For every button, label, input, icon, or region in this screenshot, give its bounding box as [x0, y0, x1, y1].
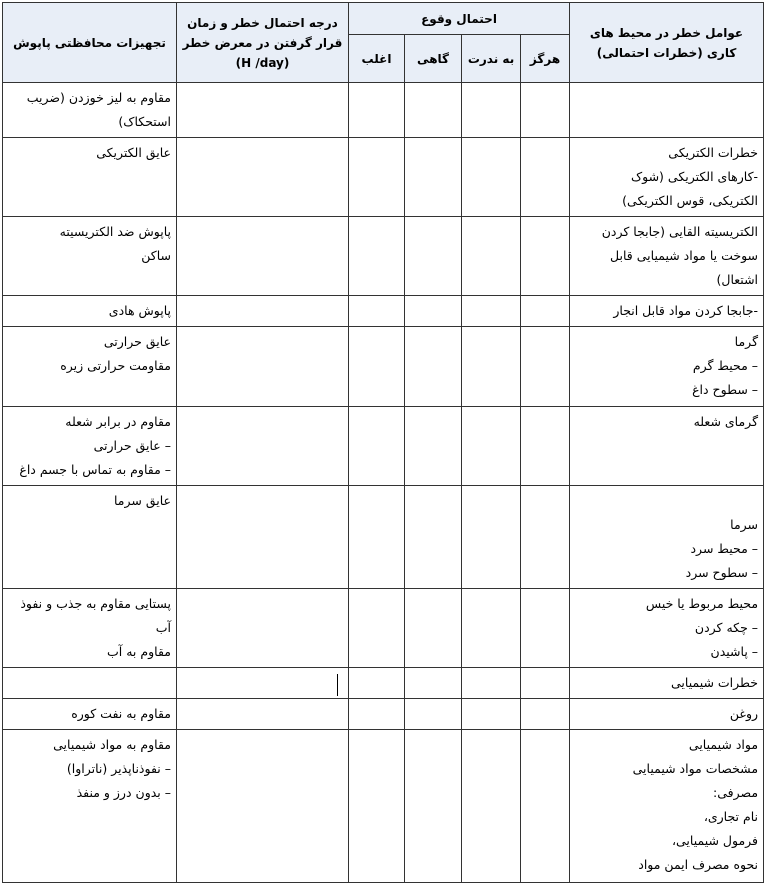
- cell-line: گرمای شعله: [693, 414, 759, 429]
- cell-line: مقاومت حرارتی زیره: [60, 358, 171, 373]
- sometimes-cell[interactable]: [405, 296, 462, 327]
- table-row: [3, 668, 764, 699]
- cell-line: نحوه مصرف ایمن مواد: [638, 857, 759, 872]
- cell-line: – عایق حرارتی: [93, 438, 171, 453]
- often-cell[interactable]: [349, 699, 405, 730]
- cell-line: خطرات شیمیایی: [670, 675, 759, 690]
- never-cell[interactable]: [521, 407, 570, 486]
- rarely-cell[interactable]: [462, 668, 521, 699]
- cell-line: نام تجاری،: [703, 809, 759, 824]
- equipment-cell[interactable]: [3, 296, 177, 327]
- cell-line: مقاوم به نفت کوره: [71, 706, 171, 721]
- hazard-cell[interactable]: [570, 699, 764, 730]
- table-row: [3, 486, 764, 589]
- exposure-cell[interactable]: [177, 296, 349, 327]
- rarely-cell[interactable]: [462, 83, 521, 138]
- cell-line: – مقاوم به تماس با جسم داغ: [19, 462, 171, 477]
- header-exposure-degree: [177, 3, 349, 83]
- often-cell[interactable]: [349, 668, 405, 699]
- never-cell[interactable]: [521, 296, 570, 327]
- cell-line: – محیط گرم: [692, 358, 759, 373]
- cell-line: – چکه کردن: [694, 620, 759, 635]
- cell-line: الکتریکی، قوس الکتریکی): [622, 193, 759, 208]
- rarely-cell[interactable]: [462, 589, 521, 668]
- equipment-cell[interactable]: [3, 138, 177, 217]
- equipment-cell[interactable]: [3, 407, 177, 486]
- rarely-cell[interactable]: [462, 486, 521, 589]
- cell-line: – سطوح سرد: [685, 565, 759, 580]
- header-probability: احتمال وقوع: [349, 3, 570, 35]
- rarely-cell[interactable]: [462, 327, 521, 407]
- rarely-cell[interactable]: [462, 296, 521, 327]
- header-protective-equipment: تجهیزات محافظتی پاپوش: [3, 3, 177, 83]
- often-cell[interactable]: [349, 486, 405, 589]
- equipment-cell[interactable]: [3, 668, 177, 699]
- cell-line: اشتعال): [716, 272, 759, 287]
- header-often: اغلب: [349, 35, 405, 83]
- cell-line: [575, 86, 758, 110]
- cell-line: عایق حرارتی: [103, 334, 171, 349]
- exposure-cell[interactable]: [177, 486, 349, 589]
- equipment-cell[interactable]: [3, 699, 177, 730]
- cell-line: [8, 671, 171, 695]
- often-cell[interactable]: [349, 407, 405, 486]
- often-cell[interactable]: [349, 296, 405, 327]
- equipment-cell[interactable]: [3, 83, 177, 138]
- cell-line: مقاوم به آب: [107, 644, 171, 659]
- equipment-cell[interactable]: [3, 217, 177, 296]
- cell-line: عایق الکتریکی: [96, 145, 171, 160]
- table-row: [3, 589, 764, 668]
- header-exposure-unit: (H /day): [235, 55, 290, 70]
- footwear-risk-assessment-table: [2, 2, 764, 883]
- hazard-cell[interactable]: [570, 217, 764, 296]
- often-cell[interactable]: [349, 83, 405, 138]
- sometimes-cell[interactable]: [405, 668, 462, 699]
- cell-line: مقاوم به لیز خوزدن (ضریب: [26, 90, 171, 105]
- sometimes-cell[interactable]: [405, 327, 462, 407]
- sometimes-cell[interactable]: [405, 699, 462, 730]
- never-cell[interactable]: [521, 486, 570, 589]
- hazard-cell[interactable]: [570, 296, 764, 327]
- cell-line: – نفوذناپذیر (ناتراوا): [66, 761, 171, 776]
- exposure-cell[interactable]: [177, 327, 349, 407]
- cell-line: – سطوح داغ: [692, 382, 759, 397]
- cell-line: روغن: [729, 706, 759, 721]
- cell-line: محیط مربوط یا خیس: [645, 596, 759, 611]
- cell-line: -جابجا کردن مواد قابل انجار: [613, 303, 759, 318]
- exposure-cell[interactable]: [177, 730, 349, 883]
- hazard-cell[interactable]: [570, 327, 764, 407]
- sometimes-cell[interactable]: [405, 730, 462, 883]
- sometimes-cell[interactable]: [405, 217, 462, 296]
- cell-line: – محیط سرد: [690, 541, 759, 556]
- equipment-cell[interactable]: [3, 486, 177, 589]
- cell-line: – پاشیدن: [710, 644, 759, 659]
- table-row: [3, 296, 764, 327]
- table-row: [3, 217, 764, 296]
- never-cell[interactable]: [521, 217, 570, 296]
- table-body: [3, 83, 764, 883]
- table-row: [3, 699, 764, 730]
- often-cell[interactable]: [349, 589, 405, 668]
- hazard-cell[interactable]: [570, 138, 764, 217]
- rarely-cell[interactable]: [462, 730, 521, 883]
- equipment-cell[interactable]: [3, 327, 177, 407]
- rarely-cell[interactable]: [462, 699, 521, 730]
- exposure-cell[interactable]: [177, 589, 349, 668]
- exposure-cell[interactable]: [177, 407, 349, 486]
- exposure-cell[interactable]: [177, 138, 349, 217]
- table-row: [3, 327, 764, 407]
- cell-line: پستایی مقاوم به جذب و نفوذ: [20, 596, 171, 611]
- cell-line: ساکن: [141, 248, 171, 263]
- sometimes-cell[interactable]: [405, 407, 462, 486]
- rarely-cell[interactable]: [462, 407, 521, 486]
- cell-line: خطرات الکتریکی: [668, 145, 759, 160]
- header-exposure-text: درجه احتمال خطر و زمان قرار گرفتن در معرض خطر: [182, 15, 343, 50]
- cell-line: گرما: [734, 334, 759, 349]
- hazard-cell[interactable]: [570, 730, 764, 883]
- rarely-cell[interactable]: [462, 217, 521, 296]
- cell-line: مشخصات مواد شیمیایی: [632, 761, 759, 776]
- cell-line: مقاوم به مواد شیمیایی: [53, 737, 171, 752]
- never-cell[interactable]: [521, 589, 570, 668]
- cell-line: -کارهای الکتریکی (شوک: [630, 169, 759, 184]
- exposure-cell[interactable]: [177, 83, 349, 138]
- rarely-cell[interactable]: [462, 138, 521, 217]
- never-cell[interactable]: [521, 83, 570, 138]
- never-cell[interactable]: [521, 327, 570, 407]
- text-cursor: [337, 674, 338, 696]
- often-cell[interactable]: [349, 138, 405, 217]
- cell-line: الکتریسیته القایی (جابجا کردن: [601, 224, 759, 239]
- table-row: [3, 407, 764, 486]
- equipment-cell[interactable]: [3, 730, 177, 883]
- header-never: هرگز: [521, 35, 570, 83]
- never-cell[interactable]: [521, 668, 570, 699]
- cell-line: فرمول شیمیایی،: [671, 833, 759, 848]
- table-row: [3, 730, 764, 883]
- header-rarely: به ندرت: [462, 35, 521, 83]
- never-cell[interactable]: [521, 699, 570, 730]
- equipment-cell[interactable]: [3, 589, 177, 668]
- table-row: [3, 138, 764, 217]
- sometimes-cell[interactable]: [405, 83, 462, 138]
- cell-line: سرما: [730, 517, 759, 532]
- table-row: [3, 83, 764, 138]
- never-cell[interactable]: [521, 730, 570, 883]
- cell-line: عایق سرما: [113, 493, 171, 508]
- often-cell[interactable]: [349, 730, 405, 883]
- exposure-cell[interactable]: [177, 668, 349, 699]
- cell-line: – بدون درز و منفذ: [76, 785, 171, 800]
- hazard-cell[interactable]: [570, 486, 764, 589]
- cell-line: آب: [155, 620, 171, 635]
- cell-line: سوخت یا مواد شیمیایی قابل: [610, 248, 759, 263]
- header-sometimes: گاهی: [405, 35, 462, 83]
- header-hazard-factors: عوامل خطر در محیط های کاری (خطرات احتمالی): [570, 3, 764, 83]
- exposure-cell[interactable]: [177, 699, 349, 730]
- cell-line: [575, 489, 758, 513]
- sometimes-cell[interactable]: [405, 589, 462, 668]
- cell-line: استحکاک): [118, 114, 171, 129]
- sometimes-cell[interactable]: [405, 486, 462, 589]
- cell-line: پاپوش هادی: [108, 303, 171, 318]
- hazard-cell[interactable]: [570, 407, 764, 486]
- hazard-cell[interactable]: [570, 668, 764, 699]
- often-cell[interactable]: [349, 327, 405, 407]
- sometimes-cell[interactable]: [405, 138, 462, 217]
- hazard-cell[interactable]: [570, 589, 764, 668]
- cell-line: مصرفی:: [712, 785, 759, 800]
- cell-line: مقاوم در برابر شعله: [65, 414, 171, 429]
- cell-line: پاپوش ضد الکتریسیته: [59, 224, 171, 239]
- often-cell[interactable]: [349, 217, 405, 296]
- hazard-cell[interactable]: [570, 83, 764, 138]
- exposure-cell[interactable]: [177, 217, 349, 296]
- header-row-1: [3, 3, 764, 35]
- never-cell[interactable]: [521, 138, 570, 217]
- cell-line: مواد شیمیایی: [688, 737, 759, 752]
